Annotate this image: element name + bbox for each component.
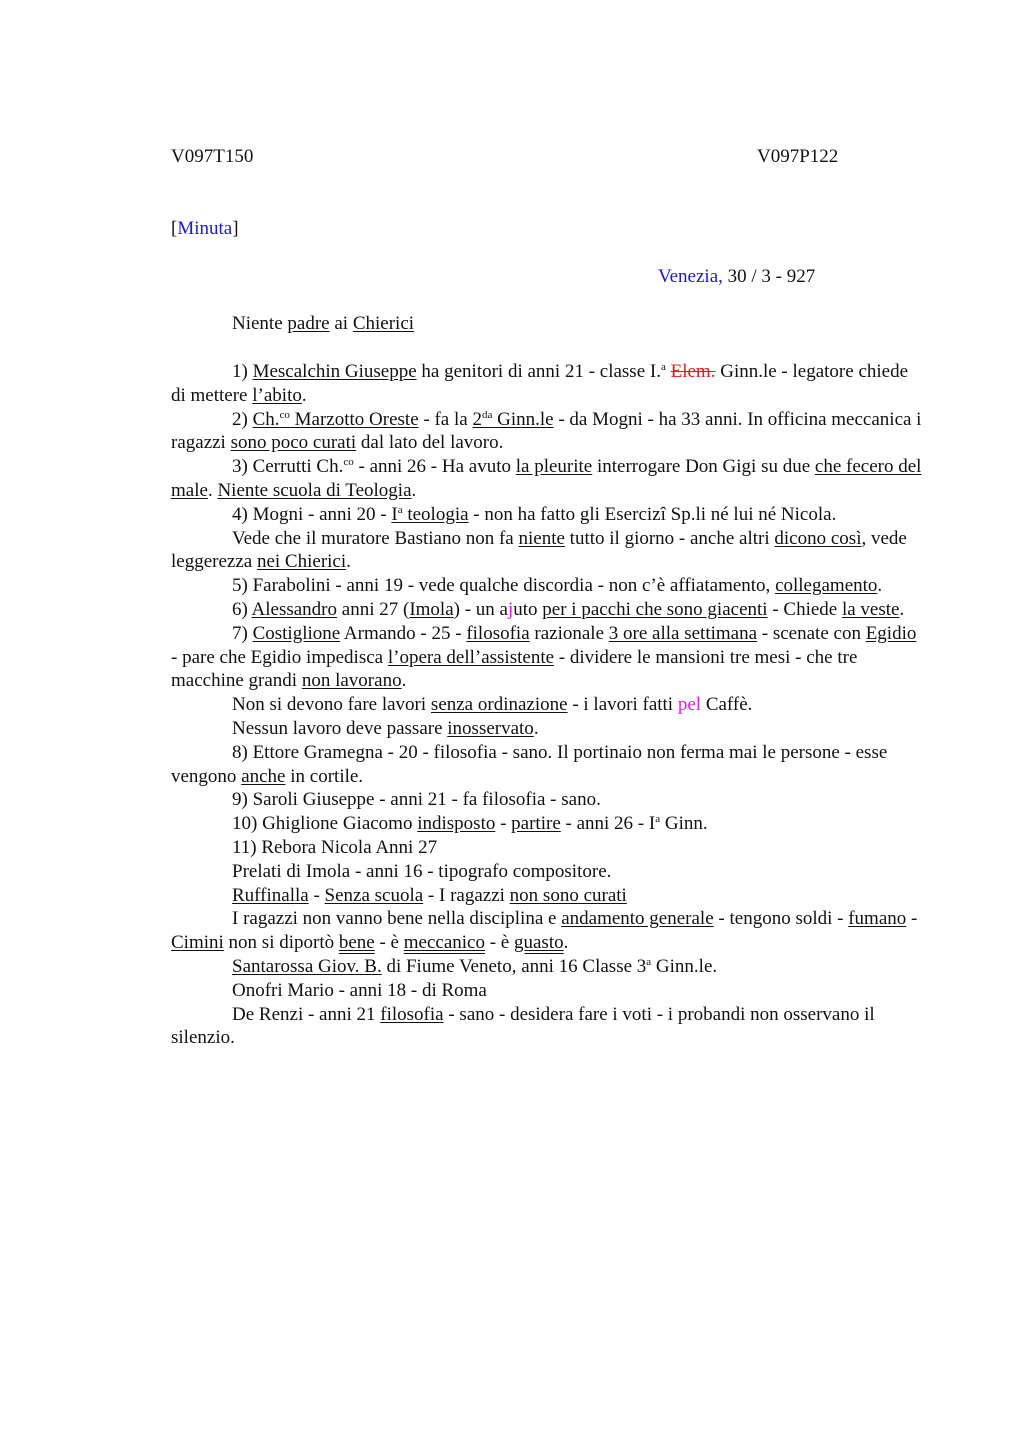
underline [518,528,564,549]
text-segment: per i pacchi che sono giacenti [542,598,768,620]
text-segment: 5) Farabolini - anni 19 - vede qualche discordia - non c’è affiatamento, [232,575,776,597]
underline [231,432,357,453]
text-segment: . [877,575,883,597]
text-segment: dicono così [774,527,862,549]
text-segment: - è [484,932,514,954]
text-segment: Niente scuola di Teologia [217,479,412,501]
text-segment: . [899,598,905,620]
place: Venezia, [658,266,723,287]
underline [409,599,453,620]
text-segment: Prelati di Imola - anni 16 - tipografo compositore. [232,860,612,882]
paragraph [171,812,926,836]
underline [492,409,553,430]
paragraph [171,907,926,955]
text-segment: 3) Cerrutti Ch. [232,456,344,478]
underline [472,409,482,430]
text-segment: in cortile. [285,765,364,787]
text-segment: Nessun lavoro deve passare [232,717,448,739]
underline [290,409,419,430]
text-segment: - [495,813,512,835]
text-segment: - fa la [418,408,473,430]
text-segment: fumano [848,908,907,930]
title-part: Chierici [352,313,415,334]
underline [253,623,341,644]
text-segment: Elem. [670,361,716,382]
text-segment: pel [677,694,702,716]
text-segment: . [401,670,407,692]
text-segment: - anni 26 - I [560,813,656,835]
underline [466,623,529,644]
paragraph [171,860,926,884]
text-segment: anche [241,765,286,787]
text-segment: partire [511,813,561,835]
text-segment: - pare che Egidio impedisca [171,646,388,668]
text-segment: da [481,408,493,421]
underline [609,623,757,644]
underline [241,766,285,787]
text-segment: inosservato [447,717,534,739]
text-segment: - Chiede [767,598,842,620]
underline [561,908,713,929]
underline [325,885,424,906]
date: 30 / 3 - 927 [727,266,816,287]
text-segment: Vede che il muratore Bastiano non fa [232,527,519,549]
text-segment: a [646,955,652,968]
text-segment: ha genitori di anni 21 - classe I. [416,361,661,382]
underline [482,409,492,430]
text-segment: Ruffinalla [232,884,309,906]
paragraph [171,503,926,527]
text-segment: ) - un a [453,598,508,620]
document-title [232,313,414,335]
paragraph [171,717,926,741]
text-segment: 10) Ghiglione Giacomo [232,813,418,835]
title-part: ai [329,313,353,334]
underline [848,908,906,929]
text-segment: - da Mogni - ha 33 anni. In officina meccanica i ragazzi [171,408,922,454]
paragraph [171,574,926,598]
underline [252,385,302,406]
underline [842,599,900,620]
text-segment: nei Chierici [256,551,347,573]
paragraph [171,788,926,812]
text-segment: De Renzi - anni 21 [232,1003,381,1025]
text-segment: meccanico [403,932,485,954]
text-segment: Senza scuola [324,884,424,906]
text-segment: Cimini [171,932,224,954]
text-segment: 8) Ettore Gramegna - 20 - filosofia - sano. Il portinaio non ferma mai le persone - esse vengono [171,741,888,787]
text-segment: l’abito [252,384,302,406]
text-segment: - scenate con [757,622,866,644]
paragraph [171,741,926,789]
text-segment: razionale [529,622,609,644]
text-segment: Costiglione [252,622,341,644]
text-segment: Ginn.le. [651,955,718,977]
paragraph [171,622,926,693]
text-segment: Caffè. [701,694,753,716]
underline [447,718,534,739]
document-body [171,360,926,1050]
underline [380,1004,443,1025]
paragraph [171,360,926,408]
underline [232,885,309,906]
text-segment: . [563,932,569,954]
text-segment: l’opera dell’assistente [387,646,555,668]
text-segment: dal lato del lavoro. [356,432,504,454]
underline [280,409,290,430]
text-segment: Alessandro [251,598,338,620]
text-segment: la veste [841,598,900,620]
underline [171,932,224,953]
text-segment: co [343,456,354,469]
text-segment: 1) [232,361,253,382]
text-segment: 6) [232,598,252,620]
text-segment: tutto il giorno - anche altri [564,527,775,549]
text-segment: indisposto [417,813,496,835]
underline [431,694,568,715]
underline [217,480,411,501]
header-left-code: V097T150 [171,146,254,167]
underline [775,575,877,596]
text-segment: filosofia [466,622,530,644]
text-segment: - tengono soldi - [713,908,849,930]
paragraph [171,527,926,575]
superscript [280,409,290,421]
text-segment: interrogare Don Gigi su due [592,456,815,478]
underline [253,361,417,382]
text-segment: Non si devono fare lavori [232,694,431,716]
paragraph [171,884,926,908]
text-segment: di Fiume Veneto, anni 16 Classe 3 [381,955,647,977]
text-segment: Onofri Mario - anni 18 - di Roma [232,979,487,1001]
text-segment: . [411,479,417,501]
text-segment: , vede leggerezza [171,527,907,573]
superscript [482,409,492,421]
text-segment: - non ha fatto gli Esercizi [468,503,666,525]
text-segment: teologia [402,503,469,525]
superscript [343,456,353,468]
underline [302,670,402,691]
text-segment: 9) Saroli Giuseppe - anni 21 - fa filosofia - sano. [232,789,601,811]
text-segment: Mescalchin Giuseppe [252,361,417,382]
paragraph [171,836,926,860]
underline [403,504,469,525]
text-segment: Santarossa Giov. B. [232,955,382,977]
text-segment: I [391,503,398,525]
underline [257,551,346,572]
text-segment: 11) Rebora Nicola Anni 27 [232,836,438,858]
text-segment: a [660,361,666,373]
text-segment: andamento generale [561,908,714,930]
text-segment: Ginn.le - legatore chiede di mettere [171,361,909,406]
text-segment: . [301,384,307,406]
underline [253,409,280,430]
paragraph [171,408,926,456]
text-segment: 2 [472,408,482,430]
text-segment: co [279,408,290,421]
paragraph [171,455,926,503]
text-segment: 7) [232,622,253,644]
header-right-code: V097P122 [757,146,839,167]
text-segment: senza ordinazione [430,694,568,716]
text-segment: niente [518,527,565,549]
text-segment: - I ragazzi [423,884,510,906]
text-segment: anni 27 ( [337,598,410,620]
paragraph [171,955,926,979]
underline [252,599,337,620]
text-segment: j [507,598,514,620]
text-segment: . [207,479,218,501]
minuta-text: Minuta [177,218,233,239]
title-part: Niente [232,313,288,334]
underline [516,456,593,477]
text-segment: la pleurite [515,456,593,478]
underline [417,813,495,834]
text-segment: collegamento [775,575,878,597]
text-segment: - [308,884,325,906]
text-segment: Ginn.le [492,408,554,430]
text-segment: non si diportò [223,932,339,954]
underline [232,956,382,977]
paragraph [171,979,926,1003]
text-segment: 4) Mogni - anni 20 - [232,503,392,525]
text-segment: - è [374,932,404,954]
text-segment: . [533,717,539,739]
underline [388,647,554,668]
text-segment: Marzotto Oreste [289,408,419,430]
text-segment: sono poco curati [230,432,357,454]
underline [866,623,917,644]
text-segment: bene [338,932,375,954]
text-segment: 3 ore alla settimana [608,622,758,644]
text-segment: guasto [514,932,564,954]
text-segment: Imola [409,598,454,620]
date-line [658,266,815,288]
text-segment: Ch. [252,408,280,430]
text-segment: Ginn. [660,813,708,835]
title-part: padre [287,313,330,334]
text-segment: - [906,908,918,930]
text-segment: - i lavori fatti [567,694,678,716]
underline [511,813,561,834]
text-segment: Sp.li né lui né Nicola. [665,503,837,525]
text-segment: che fecero del male [171,456,922,501]
paragraph [171,1003,926,1051]
text-segment: filosofia [380,1003,444,1025]
text-segment: uto [513,598,543,620]
text-segment: a [397,503,403,516]
text-segment: - sano - desidera fare i voti - i probandi non osservano il silenzio. [171,1003,875,1049]
text-segment: 2) [232,408,253,430]
text-segment: Armando - 25 - [340,622,467,644]
text-segment: Egidio [865,622,917,644]
paragraph [171,693,926,717]
text-segment: non sono curati [509,884,627,906]
text-segment: a [655,813,661,826]
paragraph [171,598,926,622]
text-segment: I ragazzi non vanno bene nella disciplina e [232,908,562,930]
text-segment: . [346,551,351,573]
text-segment: non lavorano [301,670,402,692]
underline [774,528,861,549]
minuta-label: [Minuta] [171,218,239,239]
text-segment: - dividere le mansioni tre mesi - che tre macchine grandi [171,646,858,692]
underline [542,599,767,620]
text-segment: - anni 26 - Ha avuto [353,456,516,478]
underline [510,885,627,906]
